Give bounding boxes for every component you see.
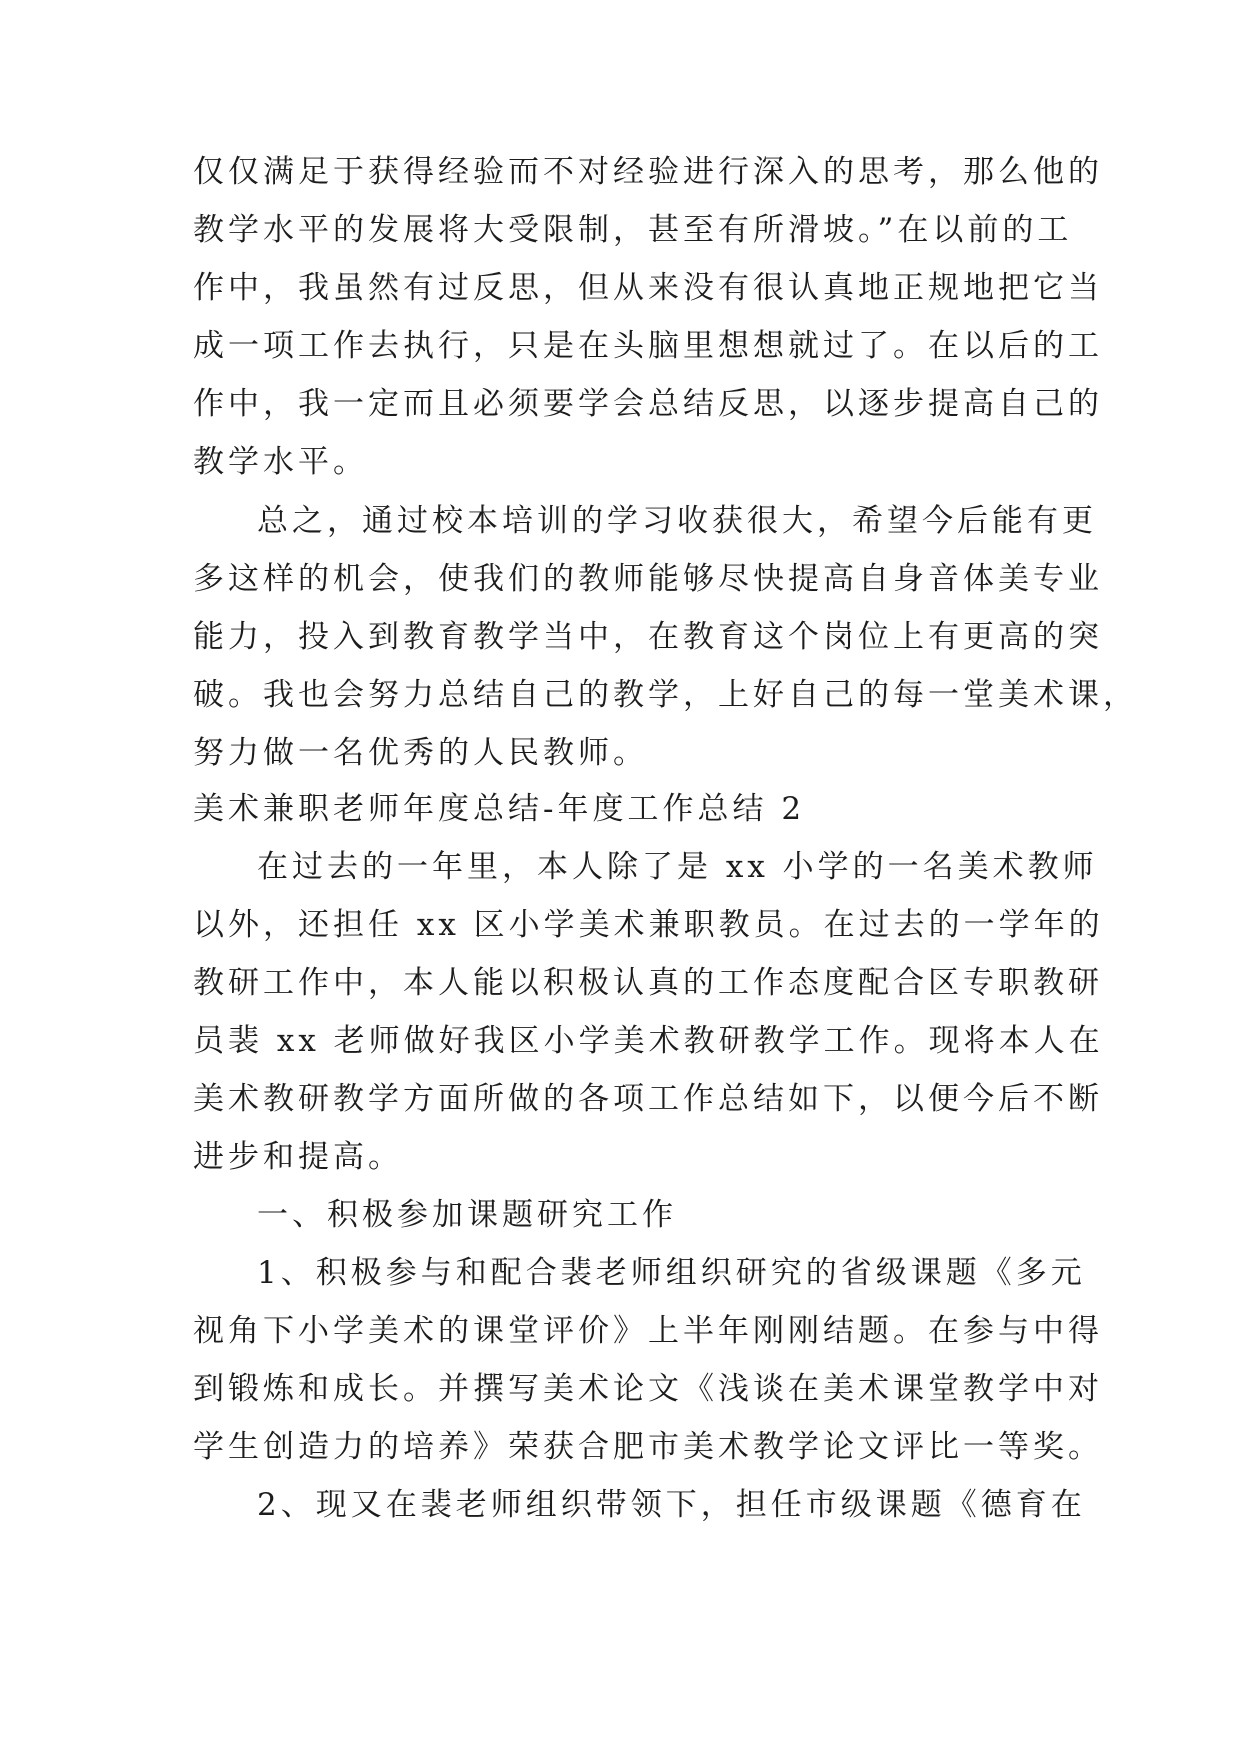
text-line: 美术教研教学方面所做的各项工作总结如下，以便今后不断 (193, 1081, 1103, 1117)
text-line: 进步和提高。 (193, 1139, 403, 1175)
paragraph-start-line: 在过去的一年里，本人除了是 xx 小学的一名美术教师 (257, 849, 1098, 885)
text-line: 能力，投入到教育教学当中，在教育这个岗位上有更高的突 (193, 619, 1103, 655)
text-line: 到锻炼和成长。并撰写美术论文《浅谈在美术课堂教学中对 (193, 1371, 1103, 1407)
text-line: 教学水平的发展将大受限制，甚至有所滑坡。”在以前的工 (193, 212, 1073, 248)
text-line: 仅仅满足于获得经验而不对经验进行深入的思考，那么他的 (193, 154, 1103, 190)
subheading: 一、积极参加课题研究工作 (257, 1197, 677, 1233)
text-line: 教学水平。 (193, 444, 368, 480)
text-line: 成一项工作去执行，只是在头脑里想想就过了。在以后的工 (193, 328, 1103, 364)
section-title: 美术兼职老师年度总结-年度工作总结 2 (193, 791, 806, 827)
paragraph-start-line: 1、积极参与和配合裴老师组织研究的省级课题《多元 (257, 1255, 1086, 1291)
text-line: 努力做一名优秀的人民教师。 (193, 735, 648, 771)
text-line: 多这样的机会，使我们的教师能够尽快提高自身音体美专业 (193, 561, 1103, 597)
text-line: 作中，我一定而且必须要学会总结反思，以逐步提高自己的 (193, 386, 1103, 422)
text-line: 视角下小学美术的课堂评价》上半年刚刚结题。在参与中得 (193, 1313, 1103, 1349)
text-line: 员裴 xx 老师做好我区小学美术教研教学工作。现将本人在 (193, 1023, 1104, 1059)
text-line: 教研工作中，本人能以积极认真的工作态度配合区专职教研 (193, 965, 1103, 1001)
text-line: 破。我也会努力总结自己的教学，上好自己的每一堂美术课， (193, 677, 1138, 713)
text-line: 以外，还担任 xx 区小学美术兼职教员。在过去的一学年的 (193, 907, 1104, 943)
paragraph-start-line: 总之，通过校本培训的学习收获很大，希望今后能有更 (257, 503, 1097, 539)
paragraph-start-line: 2、现又在裴老师组织带领下，担任市级课题《德育在 (257, 1487, 1086, 1523)
text-line: 作中，我虽然有过反思，但从来没有很认真地正规地把它当 (193, 270, 1103, 306)
text-line: 学生创造力的培养》荣获合肥市美术教学论文评比一等奖。 (193, 1429, 1103, 1465)
